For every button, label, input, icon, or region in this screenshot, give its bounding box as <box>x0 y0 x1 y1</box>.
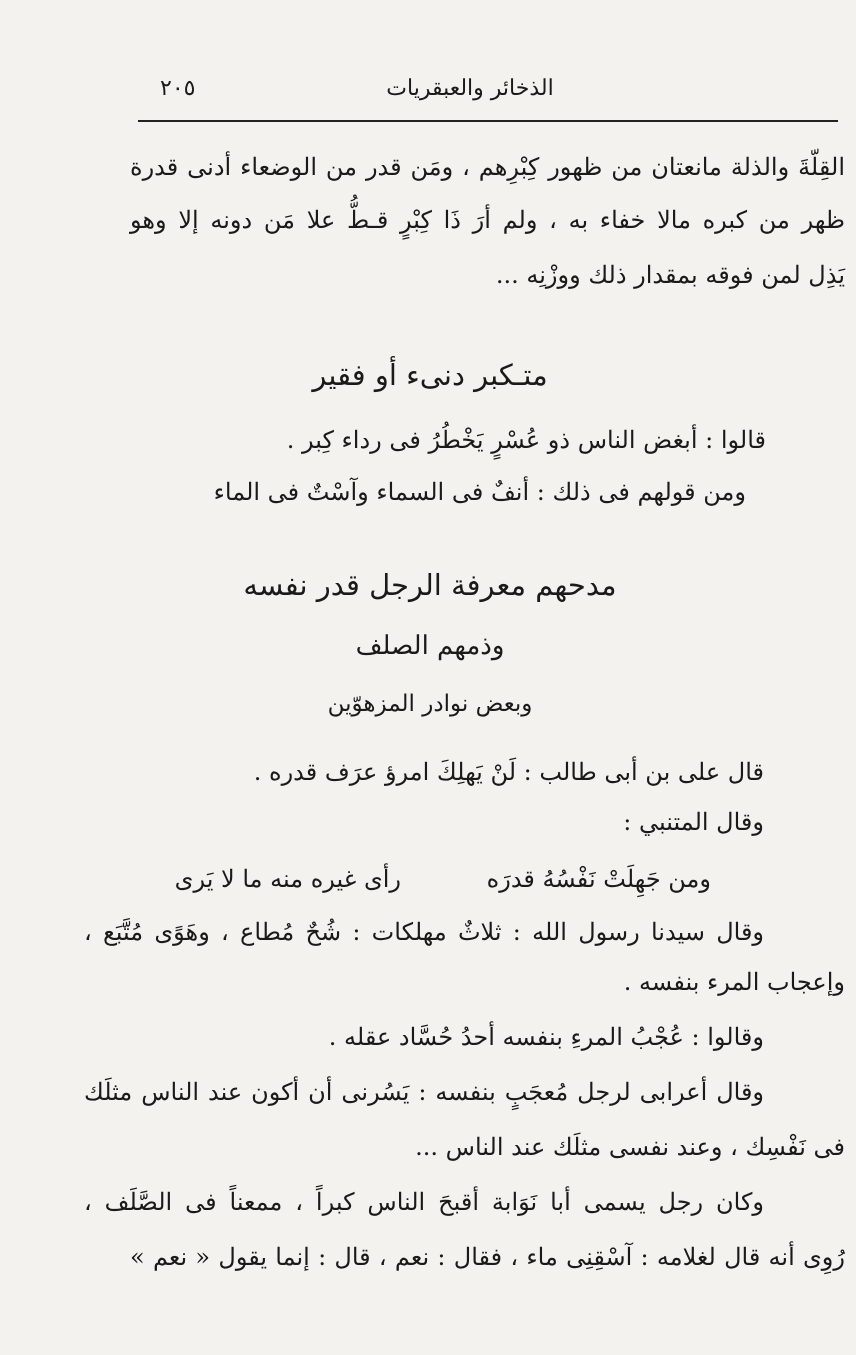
section-subheading: وذمهم الصلف <box>355 631 505 661</box>
running-title: الذخائر والعبقريات <box>386 76 554 101</box>
running-header <box>140 72 800 112</box>
section-heading: متـكبر دنىء أو فقير <box>312 358 548 392</box>
text-line: وقال أعرابى لرجل مُعجَبٍ بنفسه : يَسُرنى أن أكون عند الناس مثلَك <box>84 1078 764 1106</box>
text-line: وقال المتنبي : <box>623 808 764 836</box>
section-subheading: وبعض نوادر المزهوّين <box>327 691 533 717</box>
text-line: يَذِل لمن فوقه بمقدار ذلك ووزْنِه ... <box>495 261 845 289</box>
text-line: فى نَفْسِك ، وعند نفسى مثلَك عند الناس ... <box>415 1133 845 1161</box>
text-line: وإعجاب المرء بنفسه . <box>623 968 845 996</box>
page-number: ٢٠٥ <box>160 76 196 101</box>
text-line: ظهر من كبره مالا خفاء به ، ولم أرَ ذَا كِبْرٍ قـطُّ علا مَن دونه إلا وهو <box>130 206 845 234</box>
text-line: رُوِى أنه قال لغلامه : آسْقِنِى ماء ، فقال : نعم ، قال : إنما يقول « نعم » <box>130 1243 845 1271</box>
text-line: القِلّةَ والذلة مانعتان من ظهور كِبْرِهم ، ومَن قدر من الوضعاء أدنى قدرة <box>130 153 845 181</box>
text-line: وقال سيدنا رسول الله : ثلاثٌ مهلكات : شُحٌ مُطاع ، وهَوًى مُتَّبَع ، <box>84 918 764 946</box>
text-line: قال على بن أبى طالب : لَنْ يَهلِكَ امرؤ عرَف قدره . <box>253 758 764 786</box>
text-line: وكان رجل يسمى أبا نَوَابة أقبحَ الناس كبراً ، ممعناً فى الصَّلَف ، <box>84 1188 764 1216</box>
section-heading: مدحهم معرفة الرجل قدر نفسه <box>243 568 617 602</box>
text-line: وقالوا : عُجْبُ المرءِ بنفسه أحدُ حُسَّاد عقله . <box>328 1023 764 1051</box>
verse-hemistich: رأى غيره منه ما لا يَرى <box>174 865 401 893</box>
verse-hemistich: ومن جَهِلَتْ نَفْسُهُ قدرَه <box>486 865 711 893</box>
text-line: ومن قولهم فى ذلك : أنفٌ فى السماء وآسْتٌ فى الماء <box>213 478 746 506</box>
text-line: قالوا : أبغض الناس ذو عُسْرٍ يَخْطُرُ فى رداء كِبر . <box>286 426 766 454</box>
header-rule <box>138 120 838 122</box>
